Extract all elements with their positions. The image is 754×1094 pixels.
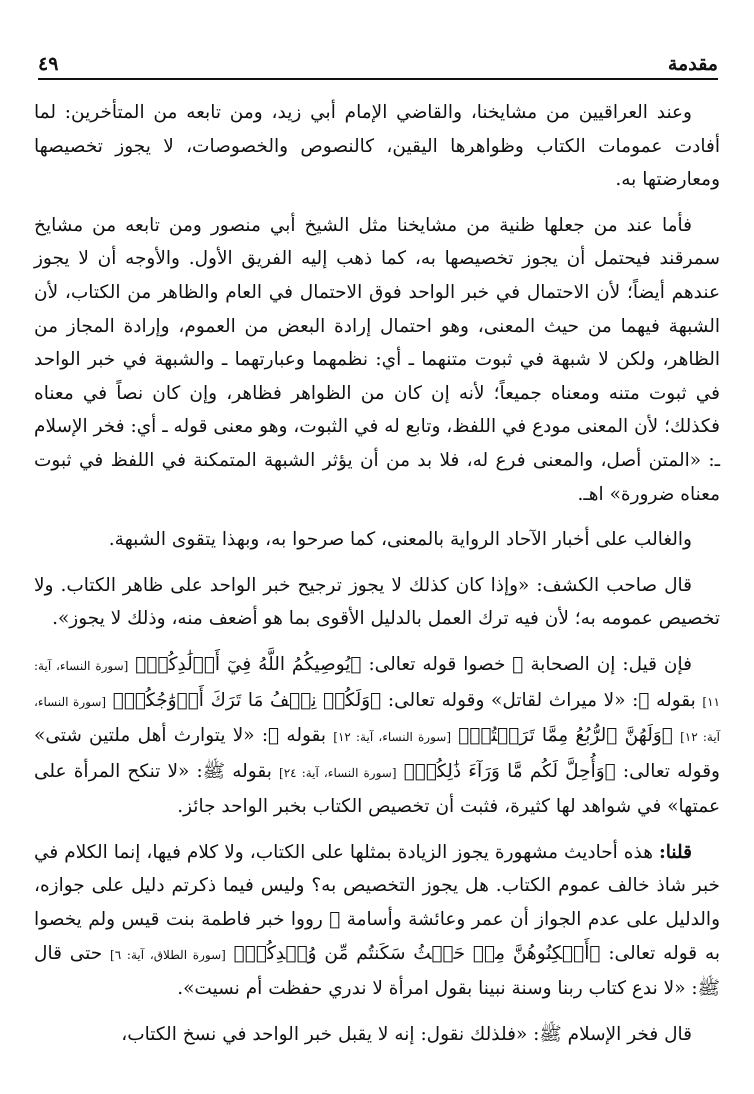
- paragraph-6-text-a: هذه أحاديث مشهورة يجوز الزيادة بمثلها على الكتاب، ولا كلام فيها، إنما الكلام في خبر شاذ خالف عموم الكتاب. هل يجوز التخصيص به؟ وليس فيما ذكرتم دليل على جوازه، والدليل على عدم الجواز أن عمر وعائشة وأسامة ﷺ رووا خبر فاطمة بنت قيس ولم يخصوا به قوله تعالى: ﴿أَسۡكِنُوهُنَّ مِنۡ حَيۡثُ سَكَنتُم مِّن وُجۡدِكُمۡ﴾: [34, 841, 721, 964]
- section-title: مقدمة: [667, 53, 718, 75]
- running-head: [38, 44, 718, 80]
- quran-reference: [سورة النساء، آية: ١١]: [34, 658, 720, 709]
- paragraph-3: والغالب على أخبار الآحاد الرواية بالمعنى، كما صرحوا به، وبهذا يتقوى الشبهة.: [108, 529, 692, 551]
- paragraph-5-text-b: بقوله ﷺ: «لا ميراث لقاتل» وقوله تعالى: ﴿وَلَكُمۡ نِصۡفُ مَا تَرَكَ أَزۡوَٰجُكُمۡ﴾: [106, 689, 703, 711]
- paragraph-5: [34, 648, 720, 824]
- quran-reference: [سورة النساء، آية: ١٢]: [34, 694, 721, 745]
- paragraph-1: وعند العراقيين من مشايخنا، والقاضي الإمام أبي زيد، ومن تابعه من المتأخرين: لما أفادت عمومات الكتاب وظواهرها اليقين، كالنصوص والخصوصات، لا يجوز تخصيصها ومعارضتها به.: [34, 102, 720, 191]
- paragraph-5-text-a: فإن قيل: إن الصحابة ﷺ خصوا قوله تعالى: ﴿يُوصِيكُمُ اللَّهُ فِيٓ أَوۡلَٰدِكُمۡ﴾: [128, 653, 692, 675]
- paragraph-7: قال فخر الإسلام ﷺ: «فلذلك نقول: إنه لا يقبل خبر الواحد في نسخ الكتاب،: [121, 1023, 692, 1045]
- paragraph-2: فأما عند من جعلها ظنية من مشايخنا مثل الشيخ أبي منصور ومن تابعه من مشايخ سمرقند فيحتمل أن يجوز تخصيصها به، كما ذهب إليه الفريق الأول. والأوجه أن لا يجوز عندهم أيضاً؛ لأن الاحتمال في خبر الواحد فوق الاحتمال في العام والظاهر من الكتاب، لأن الشبهة فيهما من حيث المعنى، وهو احتمال إرادة البعض من العموم، وإرادة المجاز من الظاهر، ولكن لا شبهة في ثبوت متنهما ـ أي: نظمهما وعبارتهما ـ والشبهة في خبر الواحد في ثبوت متنه ومعناه جميعاً؛ لأنه إن كان من الظواهر فظاهر، وإن كان نصاً في معناه فكذلك؛ لأن المعنى مودع في اللفظ، وتابع له في الثبوت، وهو معنى قوله ـ أي: فخر الإسلام ـ: «المتن أصل، والمعنى فرع له، فلا بد من أن يؤثر الشبهة المتمكنة في اللفظ في ثبوت معناه ضرورة» اهـ.: [34, 214, 720, 505]
- page-number: ٤٩: [38, 53, 59, 75]
- quran-reference: [سورة النساء، آية: ٢٤]: [279, 765, 397, 780]
- quran-reference: [سورة الطلاق، آية: ٦]: [110, 947, 226, 962]
- paragraph-4: قال صاحب الكشف: «وإذا كان كذلك لا يجوز ترجيح خبر الواحد على ظاهر الكتاب. ولا تخصيص عمومه به؛ لأن فيه ترك العمل بالدليل الأقوى بما هو أضعف منه، وذلك لا يجوز».: [34, 574, 720, 630]
- quran-reference: [سورة النساء، آية: ١٢]: [333, 730, 452, 745]
- paragraph-5-text-c: ﴿وَلَهُنَّ ٱلرُّبُعُ مِمَّا تَرَكۡتُمۡ﴾: [451, 725, 681, 747]
- paragraph-6-lead: قلنا:: [658, 841, 692, 863]
- paragraph-6: [34, 836, 720, 1006]
- paragraph-5-text-d: بقوله ﷺ: «لا يتوارث أهل ملتين شتى» وقوله تعالى: ﴿وَأُحِلَّ لَكُم مَّا وَرَآءَ ذَٰلِكُمۡ﴾: [34, 725, 720, 782]
- paragraph-6-text-b: حتى قال ﷺ: «لا ندع كتاب ربنا وسنة نبينا بقول امرأة لا ندري حفظت أم نسيت».: [34, 942, 720, 1000]
- page-body: [34, 96, 720, 1051]
- paragraph-5-text-e: بقوله ﷺ: «لا تنكح المرأة على عمتها» في شواهد لها كثيرة، فثبت أن تخصيص الكتاب بخبر الواحد جائز.: [34, 760, 720, 818]
